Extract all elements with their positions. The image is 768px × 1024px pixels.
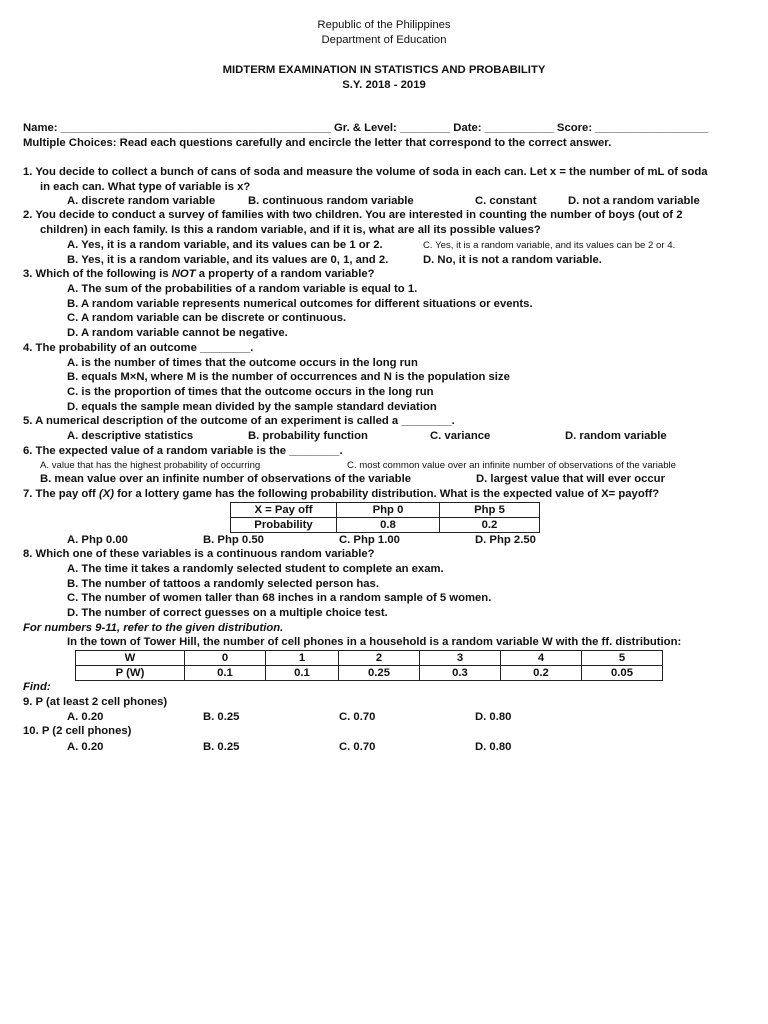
table-cell: W [76, 651, 185, 666]
q10-choice-b: B. 0.25 [203, 741, 240, 753]
q10-stem: 10. P (2 cell phones) [23, 725, 132, 737]
q3-stem [23, 267, 375, 282]
q4-choice-c: C. is the proportion of times that the outcome occurs in the long run [67, 386, 434, 398]
exam-title-block [0, 63, 768, 92]
q5-choice-b: B. probability function [248, 430, 368, 442]
header [0, 18, 768, 47]
q5-stem: 5. A numerical description of the outcome of an experiment is called a ________. [23, 415, 455, 427]
table-cell: 0.2 [501, 666, 582, 681]
q2-choice-d: D. No, it is not a random variable. [423, 254, 602, 266]
table-cell: Php 0 [337, 503, 440, 518]
table-cell: Php 5 [440, 503, 540, 518]
q4-choice-a: A. is the number of times that the outcome occurs in the long run [67, 357, 418, 369]
set-intro: In the town of Tower Hill, the number of cell phones in a household is a random variable W with the ff. distribution: [67, 636, 682, 648]
table-cell: 1 [266, 651, 339, 666]
q5-choice-a: A. descriptive statistics [67, 430, 194, 442]
table-cell: P (W) [76, 666, 185, 681]
q7-choice-c: C. Php 1.00 [339, 534, 400, 546]
q4-choice-d: D. equals the sample mean divided by the sample standard deviation [67, 401, 437, 413]
table-cell: X = Pay off [231, 503, 337, 518]
q1-choice-a: A. discrete random variable [67, 195, 216, 207]
q6-choice-a: A. value that has the highest probability of occurring [40, 460, 261, 471]
table-cell: 4 [501, 651, 582, 666]
student-info-line: Name: ___________________________________________ Gr. & Level: ________ Date: ___________ Score: __________________ [23, 122, 709, 134]
q10-choice-a: A. 0.20 [67, 741, 104, 753]
q9-choice-b: B. 0.25 [203, 711, 240, 723]
school-year: S.Y. 2018 - 2019 [342, 78, 426, 91]
cellphone-distribution-table [75, 650, 663, 681]
table-row [231, 518, 540, 533]
q3-choice-b: B. A random variable represents numerical outcomes for different situations or events. [67, 298, 533, 310]
q1-choice-d: D. not a random variable [568, 195, 700, 207]
find-label: Find: [23, 681, 51, 693]
q8-stem: 8. Which one of these variables is a continuous random variable? [23, 548, 375, 560]
table-cell: 2 [339, 651, 420, 666]
table-cell: Probability [231, 518, 337, 533]
q3-choice-c: C. A random variable can be discrete or continuous. [67, 312, 347, 324]
q4-stem: 4. The probability of an outcome ________. [23, 342, 254, 354]
q8-choice-d: D. The number of correct guesses on a multiple choice test. [67, 607, 388, 619]
table-cell: 0.8 [337, 518, 440, 533]
q7-choice-a: A. Php 0.00 [67, 534, 128, 546]
exam-title: MIDTERM EXAMINATION IN STATISTICS AND PROBABILITY [222, 64, 546, 76]
q9-choice-d: D. 0.80 [475, 711, 512, 723]
q7-stem [23, 487, 659, 502]
q2-choice-c: C. Yes, it is a random variable, and its values can be 2 or 4. [423, 240, 676, 251]
header-department: Department of Education [321, 33, 447, 46]
table-cell: 0.1 [185, 666, 266, 681]
table-cell: 0 [185, 651, 266, 666]
q3-choice-a: A. The sum of the probabilities of a random variable is equal to 1. [67, 283, 418, 295]
table-cell: 3 [420, 651, 501, 666]
q6-stem: 6. The expected value of a random variable is the ________. [23, 445, 343, 457]
instructions: Multiple Choices: Read each questions carefully and encircle the letter that correspond to the correct answer. [23, 137, 612, 149]
q6-choice-d: D. largest value that will ever occur [476, 473, 665, 485]
table-cell: 0.3 [420, 666, 501, 681]
q2-choice-b: B. Yes, it is a random variable, and its values are 0, 1, and 2. [67, 254, 389, 266]
q3-stem-emphasis: NOT [171, 268, 196, 280]
q1-stem-line2: in each can. What type of variable is x? [40, 181, 251, 193]
table-cell: 0.05 [582, 666, 663, 681]
q8-choice-b: B. The number of tattoos a randomly selected person has. [67, 578, 379, 590]
table-cell: 5 [582, 651, 663, 666]
table-cell: 0.2 [440, 518, 540, 533]
q2-stem-line2: children) in each family. Is this a random variable, and if it is, what are all its possible values? [40, 224, 541, 236]
q3-choice-d: D. A random variable cannot be negative. [67, 327, 288, 339]
payoff-table [230, 502, 540, 533]
q10-choice-c: C. 0.70 [339, 741, 376, 753]
q7-choice-b: B. Php 0.50 [203, 534, 264, 546]
table-row [76, 666, 663, 681]
table-row [76, 651, 663, 666]
q5-choice-d: D. random variable [565, 430, 667, 442]
q1-stem-line1: 1. You decide to collect a bunch of cans of soda and measure the volume of soda in each can. Let x = the number of mL of soda [23, 166, 708, 178]
q9-choice-a: A. 0.20 [67, 711, 104, 723]
table-cell: 0.1 [266, 666, 339, 681]
q6-choice-b: B. mean value over an infinite number of observations of the variable [40, 473, 412, 485]
table-cell: 0.25 [339, 666, 420, 681]
q4-choice-b: B. equals M×N, where M is the number of occurrences and N is the population size [67, 371, 510, 383]
q6-choice-c: C. most common value over an infinite number of observations of the variable [347, 460, 677, 471]
q2-stem-line1: 2. You decide to conduct a survey of families with two children. You are interested in counting the number of boys (out of 2 [23, 209, 683, 221]
q3-stem-pre: 3. Which of the following is [23, 268, 172, 280]
q5-choice-c: C. variance [430, 430, 491, 442]
q7-choice-d: D. Php 2.50 [475, 534, 536, 546]
q1-choice-c: C. constant [475, 195, 537, 207]
header-republic: Republic of the Philippines [317, 19, 451, 31]
q9-choice-c: C. 0.70 [339, 711, 376, 723]
q8-choice-a: A. The time it takes a randomly selected student to complete an exam. [67, 563, 444, 575]
q2-choice-a: A. Yes, it is a random variable, and its values can be 1 or 2. [67, 239, 383, 251]
q3-stem-post: a property of a random variable? [195, 268, 375, 280]
q7-stem-post: for a lottery game has the following probability distribution. What is the expected value of X= payoff? [114, 488, 660, 500]
table-row [231, 503, 540, 518]
q8-choice-c: C. The number of women taller than 68 inches in a random sample of 5 women. [67, 592, 492, 604]
q10-choice-d: D. 0.80 [475, 741, 512, 753]
q7-stem-pre: 7. The pay off [23, 488, 99, 500]
q9-stem: 9. P (at least 2 cell phones) [23, 696, 168, 708]
q7-stem-emphasis: (X) [98, 488, 115, 500]
set-note: For numbers 9-11, refer to the given distribution. [23, 622, 284, 634]
q1-choice-b: B. continuous random variable [248, 195, 414, 207]
